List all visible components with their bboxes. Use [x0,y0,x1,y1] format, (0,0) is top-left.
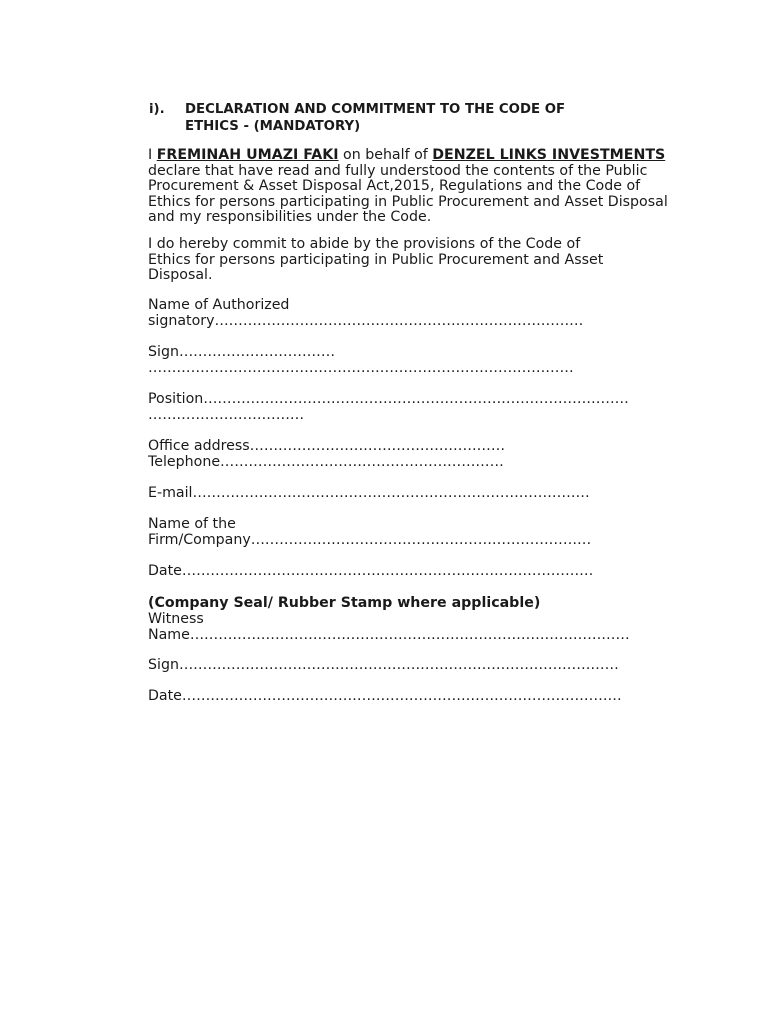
commitment-line2: Ethics for persons participating in Public Procurement and Asset [148,251,604,268]
telephone-field: Telephone…………………………………………………… [148,453,504,470]
section-title-line1: DECLARATION AND COMMITMENT TO THE CODE OF [185,102,566,117]
sign-line1: Sign…………………………… [148,344,336,360]
commitment-line3: Disposal. [148,267,213,283]
position-field [148,392,629,424]
declaration-prefix: I [148,147,157,163]
sign-line2: ……………………………………………………………………………… [148,359,574,376]
witness-sign-line: Sign………………………………………………………………………………… [148,657,619,673]
witness-date-field [148,689,622,705]
section-title-line2: ETHICS - (MANDATORY) [185,119,361,134]
declaration-line2: declare that have read and fully understood the contents of the Public [148,162,648,179]
company-name: DENZEL LINKS INVESTMENTS [432,147,666,163]
office-address-field: Office address……………………………………………… [148,438,506,454]
firm-name-line: Firm/Company……………………………………………………………… [148,531,592,548]
declaration-on-behalf: on behalf of [338,147,433,163]
declaration-line1 [148,148,688,164]
firm-name-field [148,517,591,549]
declaration-line3: Procurement & Asset Disposal Act,2015, Regulations and the Code of [148,178,641,194]
position-line1: Position……………………………………………………………………………… [148,391,629,407]
authorized-signatory-label: Name of Authorized [148,297,290,313]
authorized-signatory-field [148,298,583,330]
commitment-paragraph [148,237,688,284]
declaration-line5: and my responsibilities under the Code. [148,209,432,225]
authorized-signatory-line: signatory…………………………………………………………………… [148,312,584,329]
witness-section [148,596,630,643]
email-line: E-mail………………………………………………………………………… [148,485,590,501]
witness-name-line: Name………………………………………………………………………………… [148,626,630,643]
contact-fields [148,439,505,471]
witness-sign-field [148,658,619,674]
company-seal-note: (Company Seal/ Rubber Stamp where applicable) [148,595,541,611]
section-number: i). [149,102,165,117]
section-title [185,101,645,135]
declaration-line4: Ethics for persons participating in Public Procurement and Asset Disposal [148,193,668,210]
email-field [148,486,590,502]
declaration-paragraph [148,148,688,226]
date-field [148,564,593,580]
position-line2: …………………………… [148,406,305,423]
sign-field [148,345,574,377]
witness-label: Witness [148,610,204,627]
declarant-name: FREMINAH UMAZI FAKI [156,147,339,163]
date-line: Date…………………………………………………………………………… [148,563,594,579]
commitment-line1: I do hereby commit to abide by the provisions of the Code of [148,236,581,252]
witness-date-line: Date………………………………………………………………………………… [148,688,622,704]
firm-name-label: Name of the [148,516,236,532]
